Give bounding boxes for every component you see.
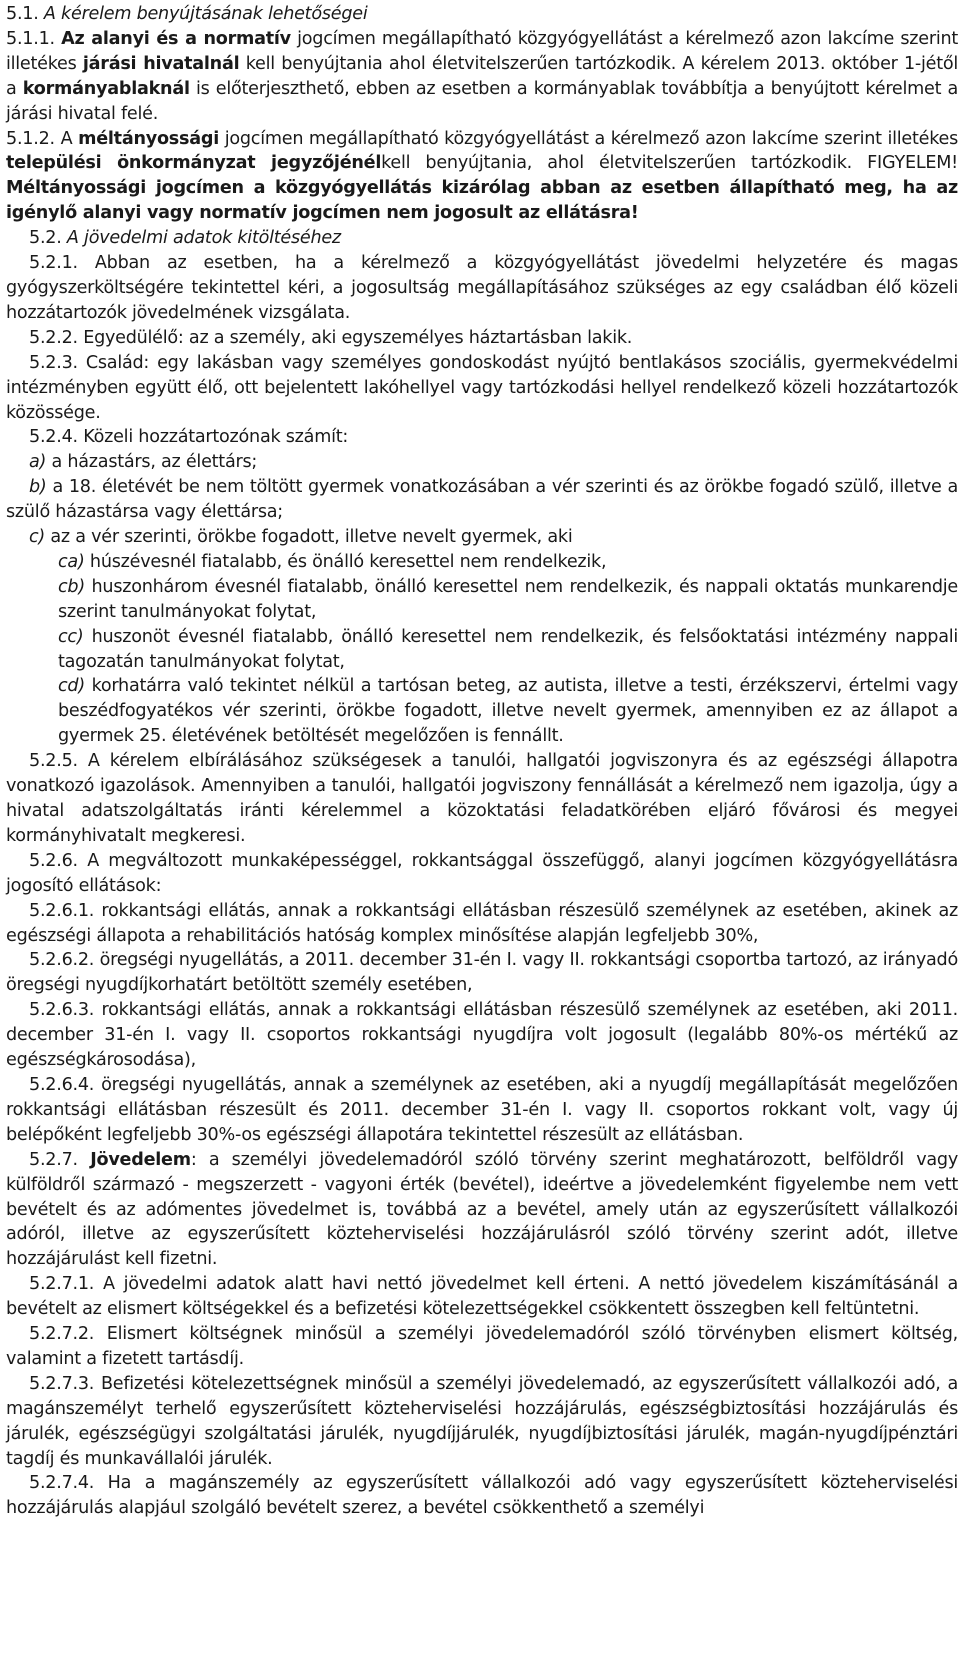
list-item-cc	[6, 625, 958, 675]
text-run: A	[60, 128, 73, 149]
section-title: A jövedelmi adatok kitöltéséhez	[66, 228, 341, 249]
paragraph-5-2-1: 5.2.1. Abban az esetben, ha a kérelmező a közgyógyellátást jövedelmi helyzetére és magas gyógyszerköltségére tekintettel kéri, a jogosultság megállapításához szükséges az egy családban élő közeli hozzátartozók jövedelmének vizsgálata.	[6, 253, 958, 323]
text-run: is előterjeszthető, ebben az esetben a kormányablak továbbítja a benyújtott kérelmet a járási hivatal felé.	[6, 78, 959, 124]
list-text: a házastárs, az élettárs;	[51, 452, 258, 473]
text-run: kell benyújtania, ahol életvitelszerűen tartózkodik. FIGYELEM!	[381, 153, 958, 174]
section-heading-5-2	[6, 226, 958, 251]
section-number: 5.1.	[6, 4, 39, 24]
list-item-c	[6, 525, 958, 550]
paragraph-number: 5.1.2.	[6, 128, 55, 149]
paragraph-5-1-1	[6, 27, 958, 127]
section-number: 5.2.	[29, 228, 62, 249]
bold-phrase: kormányablaknál	[22, 78, 190, 99]
text-run: jogcímen megállapítható közgyógyellátást a kérelmező azon lakcíme szerint illetékes	[6, 28, 959, 74]
paragraph-5-1-2	[6, 127, 958, 227]
list-label: c)	[29, 527, 46, 548]
paragraph-5-2-7-2: 5.2.7.2. Elismert költségnek minősül a személyi jövedelemadóról szóló törvényben elismert költség, valamint a fizetett tartásdíj.	[6, 1324, 958, 1369]
list-label: cd)	[58, 676, 85, 697]
list-text: huszonöt évesnél fiatalabb, önálló keresettel nem rendelkezik, és felsőoktatási intézmény nappali tagozatán tanulmányokat folytat,	[58, 626, 959, 672]
list-label: a)	[29, 452, 47, 473]
list-text: korhatárra való tekintet nélkül a tartósan beteg, az autista, illetve a testi, érzékszervi, értelmi vagy beszédfogyatékos vér szerinti, örökbe fogadott, illetve nevelt gyermek, amennyiben ez az állapot a gyermek 25. életévének betöltését megelőzően is fennállt.	[58, 676, 958, 747]
list-text: a 18. életévét be nem töltött gyermek vonatkozásában a vér szerinti és az örökbe fogadó szülő, illetve a szülő házastársa vagy élettársa;	[6, 477, 959, 523]
section-title: A kérelem benyújtásának lehetőségei	[43, 4, 368, 24]
list-item-ca	[6, 550, 958, 575]
list-text: az a vér szerinti, örökbe fogadott, illetve nevelt gyermek, aki	[50, 527, 573, 548]
paragraph-5-2-7-1: 5.2.7.1. A jövedelmi adatok alatt havi nettó jövedelmet kell érteni. A nettó jövedelem kiszámításánál a bevételt az elismert költségekkel és a befizetési kötelezettségekkel csökkentett összegben kell feltüntetni.	[6, 1274, 958, 1320]
paragraph-5-2-6-3: 5.2.6.3. rokkantsági ellátás, annak a rokkantsági ellátásban részesülő személynek az esetében, aki 2011. december 31-én I. vagy II. csoportos rokkantsági nyugdíjra volt jogosult (legalább 80%-os mértékű az egészségkárosodása),	[6, 1000, 958, 1071]
paragraph-5-2-3: 5.2.3. Család: egy lakásban vagy személyes gondoskodást nyújtó bentlakásos szociális, gyermekvédelmi intézményben együtt élő, ott bejelentett lakóhellyel vagy tartózkodási hellyel rendelkező közeli hozzátartozók közössége.	[6, 352, 958, 423]
list-label: cb)	[58, 576, 85, 597]
warning-text: Méltányossági jogcímen a közgyógyellátás kizárólag abban az esetben állapítható meg, ha az igénylő alanyi vagy normatív jogcímen nem jogosult az ellátásra!	[6, 178, 958, 224]
bold-phrase: Az alanyi és a normatív	[61, 28, 291, 49]
paragraph-5-2-7-3: 5.2.7.3. Befizetési kötelezettségnek minősül a személyi jövedelemadó, az egyszerűsített vállalkozói adó, a magánszemélyt terhelő egyszerűsített közteherviselési hozzájárulás, egészségbiztosítási hozzájárulás és járulék, egészségügyi szolgáltatási járulék, nyugdíjjárulék, nyugdíjbiztosítási járulék, magán-nyugdíjpénztári tagdíj és munkavállalói járulék.	[6, 1373, 958, 1469]
paragraph-number: 5.1.1.	[6, 28, 55, 49]
bold-phrase: járási hivatalnál	[82, 53, 240, 74]
list-item-a	[6, 450, 958, 475]
list-item-cd	[6, 674, 958, 749]
paragraph-number: 5.2.7.	[29, 1149, 78, 1170]
bold-phrase: Jövedelem	[90, 1149, 191, 1170]
text-run: jogcímen megállapítható közgyógyellátást a kérelmező azon lakcíme szerint illetékes	[224, 128, 959, 149]
list-label: ca)	[58, 551, 85, 572]
paragraph-5-2-7-4: 5.2.7.4. Ha a magánszemély az egyszerűsített vállalkozói adó vagy egyszerűsített közteherviselési hozzájárulás alapjául szolgáló bevételt szerez, a bevétel csökkenthető a személyi	[6, 1473, 958, 1519]
list-item-b	[6, 475, 958, 525]
list-text: huszonhárom évesnél fiatalabb, önálló keresettel nem rendelkezik, és nappali oktatás munkarendje szerint tanulmányokat folytat,	[58, 576, 958, 622]
list-item-cb	[6, 575, 958, 625]
list-text: húszévesnél fiatalabb, és önálló keresettel nem rendelkezik,	[89, 551, 607, 572]
paragraph-5-2-2: 5.2.2. Egyedülélő: az a személy, aki egyszemélyes háztartásban lakik.	[29, 327, 633, 348]
paragraph-5-2-6-1: 5.2.6.1. rokkantsági ellátás, annak a rokkantsági ellátásban részesülő személynek az esetében, akinek az egészségi állapota a rehabilitációs hatóság komplex minősítése alapján legfeljebb 30%,	[6, 900, 958, 946]
paragraph-5-2-6: 5.2.6. A megváltozott munkaképességgel, rokkantsággal összefüggő, alanyi jogcímen közgyógyellátásra jogosító ellátások:	[6, 850, 958, 896]
text-run: kell benyújtania ahol életvitelszerűen tartózkodik. A kérelem 2013. október 1-jétől a	[6, 53, 959, 99]
paragraph-5-2-6-4: 5.2.6.4. öregségi nyugellátás, annak a személynek az esetében, aki a nyugdíj megállapítását megelőzően rokkantsági ellátásban részesült és 2011. december 31-én I. vagy II. csoportos rokkant volt, vagy új belépőként legfeljebb 30%-os egészségi állapotára tekintettel részesült az ellátásban.	[6, 1074, 958, 1145]
bold-phrase: méltányossági	[78, 128, 219, 149]
paragraph-5-2-5: 5.2.5. A kérelem elbírálásához szükségesek a tanulói, hallgatói jogviszonyra és az egészségi állapotra vonatkozó igazolások. Amennyiben a tanulói, hallgatói jogviszony fennállását a kérelmező nem igazolja, úgy a hivatal adatszolgáltatás iránti kérelemmel a közoktatási feladatkörében eljáró fővárosi és megyei kormányhivatalt megkeresi.	[6, 751, 958, 846]
bold-phrase: települési önkormányzat jegyzőjénél	[6, 153, 382, 174]
paragraph-5-2-4: 5.2.4. Közeli hozzátartozónak számít:	[29, 427, 349, 448]
paragraph-5-2-6-2: 5.2.6.2. öregségi nyugellátás, a 2011. december 31-én I. vagy II. rokkantsági csoportba tartozó, az irányadó öregségi nyugdíjkorhatárt betöltött személy esetében,	[6, 950, 958, 996]
section-heading-5-1	[6, 2, 958, 27]
list-label: cc)	[58, 626, 84, 647]
paragraph-5-2-7	[6, 1148, 958, 1273]
text-run: : a személyi jövedelemadóról szóló törvény szerint meghatározott, belföldről vagy külföldről származó - megszerzett - vagyoni érték (bevétel), ideértve a jövedelemként figyelembe nem vett bevételt és az adómentes jövedelmet is, továbbá az a bevétel, amely után az egyszerűsített vállalkozói adóról, illetve az egyszerűsített közteherviselési hozzájárulásról szóló törvény szerint adót, illetve hozzájárulást kell fizetni.	[6, 1149, 959, 1270]
list-label: b)	[29, 477, 47, 498]
